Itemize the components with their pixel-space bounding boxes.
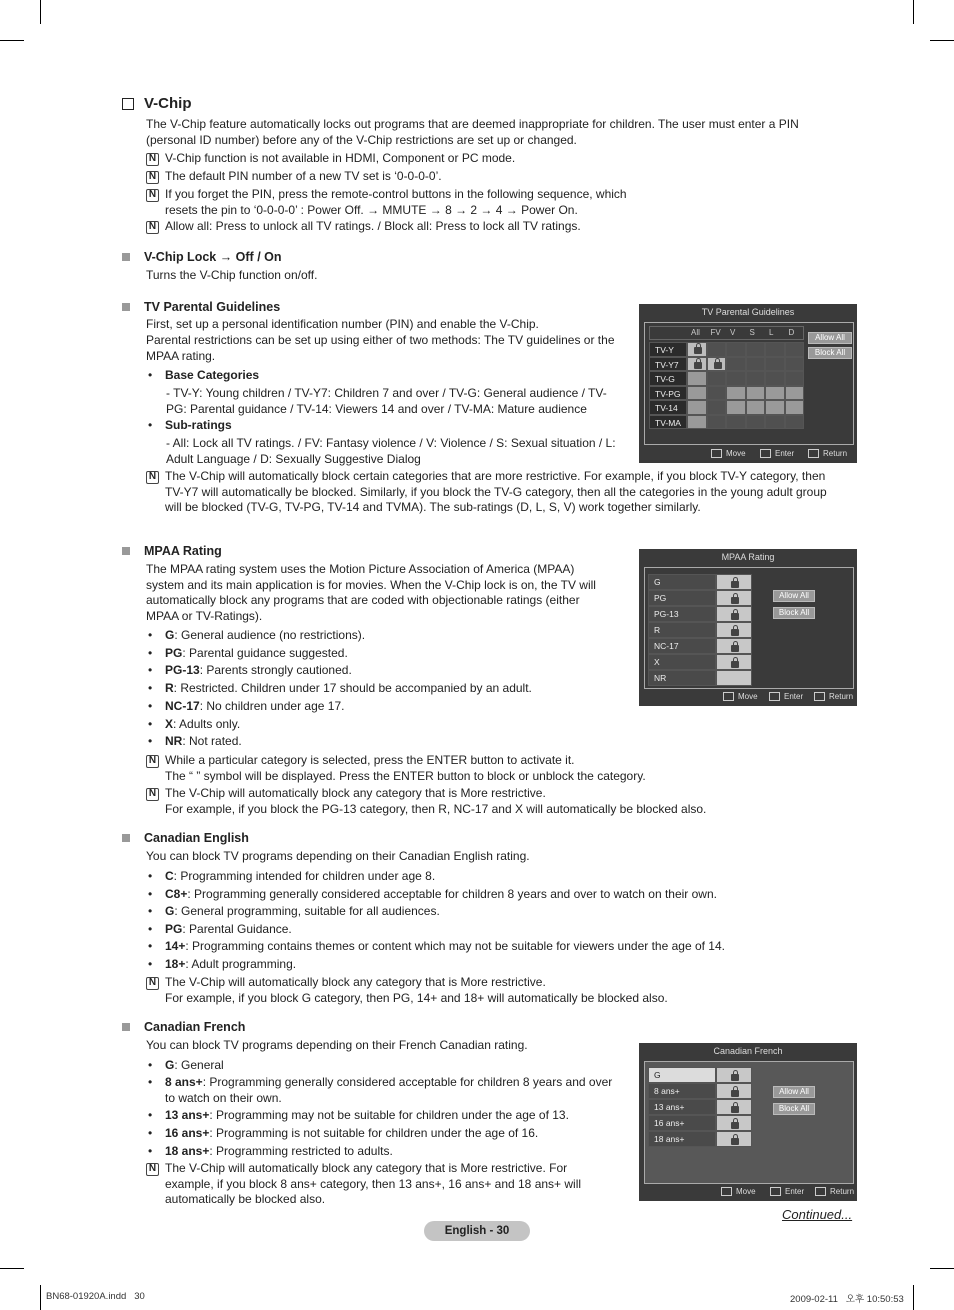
return-icon — [808, 449, 819, 458]
row-label: NR — [654, 673, 667, 683]
rating-cell[interactable] — [726, 357, 746, 372]
column-header: L — [769, 328, 774, 337]
rating-cell[interactable] — [687, 342, 707, 357]
list-item-text: 18 ans+: Programming restricted to adults. — [165, 1144, 393, 1158]
lock-cell[interactable] — [716, 1115, 752, 1131]
list-item-text: PG-13: Parents strongly cautioned. — [165, 663, 352, 678]
bullet-square-icon — [122, 547, 130, 555]
column-header: V — [730, 328, 736, 337]
rating-cell[interactable] — [726, 415, 746, 430]
canadian-french-panel — [639, 1043, 857, 1201]
intro-text: The V-Chip feature automatically locks out programs that are deemed inappropriate for children. The user must enter a PIN (personal ID number) before any of the V-Chip restrictions are set up or changed. — [146, 117, 799, 147]
panel-inner — [644, 1061, 854, 1184]
list-item-text: 16 ans+: Programming is not suitable for children under the age of 16. — [165, 1126, 539, 1140]
canadian-english-heading: Canadian English — [122, 831, 249, 845]
note: N While a particular category is selected, press the ENTER button to activate it. The “ ” symbol will be displayed. Press the ENTER button to block or unblock the category. — [146, 753, 746, 784]
list-item: • PG: Parental Guidance. — [148, 922, 768, 938]
continued-label: Continued... — [782, 1207, 853, 1222]
crop-mark — [913, 0, 914, 24]
list-item-text: PG: Parental guidance suggested. — [165, 645, 348, 660]
enter-hint: Enter — [770, 1187, 804, 1196]
allow-all-button[interactable]: Allow All — [808, 332, 852, 344]
canadian-french-heading: Canadian French — [122, 1020, 245, 1034]
rating-cell[interactable] — [707, 415, 727, 430]
list-item: • NR: Not rated. — [148, 734, 768, 750]
list-item-text: 8 ans+: Programming generally considered acceptable for children 8 years and over to watch on their own. — [165, 1075, 613, 1105]
rating-cell[interactable] — [726, 400, 746, 415]
lock-icon — [731, 581, 739, 588]
row-label: TV-G — [655, 374, 675, 384]
list-item: • PG: Parental guidance suggested. — [148, 646, 768, 662]
tv-guidelines-panel — [639, 304, 857, 463]
note-icon: N — [146, 153, 159, 166]
move-icon — [721, 1187, 732, 1196]
rating-cell[interactable] — [785, 371, 805, 386]
return-icon — [814, 692, 825, 701]
rating-cell[interactable] — [785, 342, 805, 357]
rating-cell[interactable] — [687, 357, 707, 372]
note-icon: N — [146, 977, 159, 990]
list-item: • 8 ans+: Programming generally considered acceptable for children 8 years and over to watch on their own. — [148, 1075, 623, 1106]
rating-cell[interactable] — [785, 357, 805, 372]
column-header: D — [788, 328, 795, 337]
note: N Allow all: Press to unlock all TV ratings. / Block all: Press to lock all TV ratings. — [146, 219, 816, 235]
return-hint: Return — [808, 449, 847, 458]
list-item-text: G: General audience (no restrictions). — [165, 628, 366, 642]
lock-cell[interactable] — [716, 1131, 752, 1147]
row-label: PG-13 — [654, 609, 679, 619]
row-label: NC-17 — [654, 641, 679, 651]
rating-cell[interactable] — [687, 371, 707, 386]
list-item: • 18 ans+: Programming restricted to adults. — [148, 1144, 623, 1160]
mpaa-text: The MPAA rating system uses the Motion Picture Association of America (MPAA) system and its main application is for movies. When the V-Chip lock is on, the TV will automatically block any programs that are coded with objectionable ratings (either MPAA or TV-Ratings). — [146, 562, 596, 623]
panel-inner — [644, 322, 854, 445]
rating-cell[interactable] — [707, 342, 727, 357]
section-title: V-Chip — [122, 95, 192, 112]
list-item-text: C: Programming intended for children under age 8. — [165, 869, 436, 883]
checkbox-icon — [122, 98, 134, 110]
row-label: 16 ans+ — [654, 1118, 685, 1128]
enter-hint: Enter — [760, 449, 794, 458]
rating-cell[interactable] — [707, 357, 727, 372]
note-icon: N — [146, 189, 159, 202]
note-icon: N — [146, 788, 159, 801]
list-item-text: NC-17: No children under age 17. — [165, 698, 345, 713]
rating-cell[interactable] — [746, 357, 766, 372]
row-label: PG — [654, 593, 667, 603]
list-item-text: G: General programming, suitable for all audiences. — [165, 904, 440, 919]
move-icon — [723, 692, 734, 701]
lock-cell[interactable] — [716, 590, 752, 606]
row-label: G — [654, 1070, 661, 1080]
canadian-english-text: You can block TV programs depending on their Canadian English rating. — [146, 849, 530, 863]
row-label: TV-PG — [655, 388, 681, 399]
rating-cell[interactable] — [785, 415, 805, 430]
list-item: • Base Categories — [148, 368, 260, 382]
lock-icon — [731, 1106, 739, 1113]
lock-icon — [731, 629, 739, 636]
enter-icon — [769, 692, 780, 701]
rating-cell[interactable] — [726, 371, 746, 386]
note: N The V-Chip will automatically block any category that is More restrictive. For example, if you block G category, then PG, 14+ and 18+ will automatically be blocked also. — [146, 975, 746, 1006]
rating-cell[interactable] — [785, 386, 805, 401]
print-date: 2009-02-11 오후 10:50:53 — [790, 1294, 904, 1305]
block-all-button[interactable]: Block All — [773, 607, 815, 619]
tvpg-text1: First, set up a personal identification number (PIN) and enable the V-Chip. — [146, 317, 539, 331]
note: N The V-Chip will automatically block any category that is More restrictive. For example, if you block the PG-13 category, then R, NC-17 and X will automatically be blocked also. — [146, 786, 746, 817]
return-icon — [815, 1187, 826, 1196]
list-item: • NC-17: No children under age 17. — [148, 699, 768, 715]
list-item-text: NR: Not rated. — [165, 734, 242, 749]
panel-footer — [639, 445, 857, 463]
list-item: • C: Programming intended for children under age 8. — [148, 869, 768, 885]
lock-cell[interactable] — [716, 1099, 752, 1115]
list-item-text: 18+: Adult programming. — [165, 957, 297, 971]
note-icon: N — [146, 471, 159, 484]
rating-cell[interactable] — [746, 342, 766, 357]
panel-title: TV Parental Guidelines — [701, 307, 795, 317]
note-icon: N — [146, 171, 159, 184]
row-label: TV-Y7 — [655, 359, 679, 370]
column-header: All — [691, 328, 700, 337]
rating-cell[interactable] — [765, 400, 785, 415]
bullet-square-icon — [122, 303, 130, 311]
lock-cell[interactable] — [716, 606, 752, 622]
row-label: X — [654, 657, 660, 667]
rating-cell[interactable] — [707, 371, 727, 386]
list-item: • X: Adults only. — [148, 717, 768, 733]
enter-icon — [760, 449, 771, 458]
rating-cell[interactable] — [726, 386, 746, 401]
rating-cell[interactable] — [707, 400, 727, 415]
move-icon — [711, 449, 722, 458]
rating-cell[interactable] — [765, 357, 785, 372]
crop-mark — [0, 1268, 24, 1269]
allow-all-button[interactable]: Allow All — [773, 1086, 815, 1098]
list-item: • G: General — [148, 1058, 623, 1074]
lock-icon — [731, 613, 739, 620]
mpaa-panel — [639, 549, 857, 706]
rating-cell[interactable] — [746, 400, 766, 415]
lock-icon — [731, 645, 739, 652]
list-item: • G: General audience (no restrictions). — [148, 628, 768, 644]
note: N If you forget the PIN, press the remote-control buttons in the following sequence, which resets the pin to ‘0-0-0-0’ : Power Off. → MMUTE → 8 → 2 → 4 → Power On. — [146, 187, 646, 218]
lock-cell[interactable] — [716, 1067, 752, 1083]
enter-icon — [770, 1187, 781, 1196]
list-item-text: 13 ans+: Programming may not be suitable for children under the age of 13. — [165, 1108, 569, 1122]
lock-cell[interactable] — [716, 1083, 752, 1099]
crop-mark — [913, 1285, 914, 1310]
return-hint: Return — [815, 1187, 854, 1196]
crop-mark — [0, 40, 24, 41]
panel-inner — [644, 567, 854, 689]
sub-ratings-text: - All: Lock all TV ratings. / FV: Fantasy violence / V: Violence / S: Sexual situation / L: Adult Language / D: Sexually Suggestive Dialog — [166, 436, 616, 466]
lock-icon — [731, 661, 739, 668]
list-item: • PG-13: Parents strongly cautioned. — [148, 663, 768, 679]
move-hint: Move — [711, 449, 746, 458]
rating-cell[interactable] — [785, 400, 805, 415]
row-label: TV-Y — [655, 345, 674, 355]
page-number: English - 30 — [424, 1221, 530, 1241]
row-label: R — [654, 625, 661, 635]
row-label: TV-MA — [655, 417, 681, 428]
block-all-button[interactable]: Block All — [773, 1103, 815, 1115]
tvpg-text2: Parental restrictions can be set up using either of two methods: The TV guidelines or the MPAA rating. — [146, 333, 615, 363]
column-header: FV — [710, 328, 721, 337]
list-item: • 16 ans+: Programming is not suitable for children under the age of 16. — [148, 1126, 623, 1142]
bullet-square-icon — [122, 253, 130, 261]
lock-icon — [731, 1090, 739, 1097]
crop-mark — [40, 1285, 41, 1310]
list-item-text: 14+: Programming contains themes or content which may not be suitable for viewers under the age of 14. — [165, 939, 725, 954]
enter-hint: Enter — [769, 692, 803, 701]
bullet-square-icon — [122, 834, 130, 842]
row-label: 8 ans+ — [654, 1086, 680, 1096]
move-hint: Move — [723, 692, 758, 701]
lock-icon — [731, 1122, 739, 1129]
note-icon: N — [146, 755, 159, 768]
mpaa-heading: MPAA Rating — [122, 544, 222, 558]
tvpg-heading: TV Parental Guidelines — [122, 300, 280, 314]
rating-cell[interactable] — [746, 386, 766, 401]
rating-cell[interactable] — [746, 371, 766, 386]
panel-title: MPAA Rating — [721, 552, 775, 562]
note: N V-Chip function is not available in HDMI, Component or PC mode. — [146, 151, 816, 167]
row-label: TV-14 — [655, 403, 678, 413]
column-header: S — [749, 328, 755, 337]
canadian-french-text: You can block TV programs depending on their French Canadian rating. — [146, 1038, 528, 1052]
lock-cell[interactable] — [716, 574, 752, 590]
list-item: • 18+: Adult programming. — [148, 957, 768, 973]
lock-icon — [731, 597, 739, 604]
list-item-text: C8+: Programming generally considered acceptable for children 8 years and over to watch on their own. — [165, 886, 717, 901]
list-item: • G: General programming, suitable for all audiences. — [148, 904, 768, 920]
note: N The default PIN number of a new TV set is ‘0-0-0-0’. — [146, 169, 816, 185]
list-item-text: G: General — [165, 1058, 224, 1072]
print-filename: BN68-01920A.indd 30 — [46, 1291, 145, 1302]
rating-cell[interactable] — [726, 342, 746, 357]
rating-cell[interactable] — [707, 386, 727, 401]
lock-cell[interactable] — [716, 622, 752, 638]
list-item: • C8+: Programming generally considered acceptable for children 8 years and over to watch on their own. — [148, 887, 768, 903]
row-label: G — [654, 577, 661, 587]
rating-cell[interactable] — [687, 400, 707, 415]
list-item-text: R: Restricted. Children under 17 should be accompanied by an adult. — [165, 681, 532, 696]
crop-mark — [930, 1268, 954, 1269]
lock-cell[interactable] — [716, 670, 752, 686]
note-icon: N — [146, 1163, 159, 1176]
panel-footer — [639, 688, 857, 706]
note-icon: N — [146, 221, 159, 234]
crop-mark — [40, 0, 41, 24]
rating-cell[interactable] — [765, 415, 785, 430]
list-item: • 13 ans+: Programming may not be suitable for children under the age of 13. — [148, 1108, 623, 1124]
allow-all-button[interactable]: Allow All — [773, 590, 815, 602]
lock-icon — [731, 1074, 739, 1081]
rating-cell[interactable] — [765, 371, 785, 386]
list-item: • 14+: Programming contains themes or content which may not be suitable for viewers under the age of 14. — [148, 939, 768, 955]
row-label: 13 ans+ — [654, 1102, 685, 1112]
lock-icon — [694, 362, 702, 369]
lock-icon — [714, 362, 722, 369]
vchip-lock-text: Turns the V-Chip function on/off. — [146, 268, 318, 282]
lock-icon — [694, 347, 702, 354]
lock-icon — [731, 1138, 739, 1145]
block-all-button[interactable]: Block All — [808, 347, 852, 359]
note: N The V-Chip will automatically block any category that is More restrictive. For example, if you block 8 ans+ category, then 13 ans+, 16 ans+ and 18 ans+ will automatically be blocked also. — [146, 1161, 616, 1208]
grid-header — [649, 326, 804, 340]
rating-cell[interactable] — [687, 415, 707, 430]
lock-cell[interactable] — [716, 654, 752, 670]
list-item: • R: Restricted. Children under 17 should be accompanied by an adult. — [148, 681, 768, 697]
base-categories-text: - TV-Y: Young children / TV-Y7: Children 7 and over / TV-G: General audience / TV-PG: Parental guidance / TV-14: Viewers 14 and over / TV-MA: Mature audience — [166, 386, 607, 416]
panel-footer — [639, 1183, 857, 1201]
list-item-text: X: Adults only. — [165, 716, 241, 731]
move-hint: Move — [721, 1187, 756, 1196]
bullet-square-icon — [122, 1023, 130, 1031]
note: N The V-Chip will automatically block certain categories that are more restrictive. For example, if you block TV-Y category, then TV-Y7 will automatically be blocked. Similarly, if you block the TV-G category, then all the categories in the young adult group will be blocked (TV-G, TV-PG, TV-14 and TVMA). The sub-ratings (D, L, S, V) work together similarly. — [146, 469, 841, 516]
list-item: • Sub-ratings — [148, 418, 232, 432]
list-item-text: PG: Parental Guidance. — [165, 921, 292, 936]
vchip-lock-heading: V-Chip Lock → Off / On — [122, 250, 282, 264]
rating-cell[interactable] — [765, 342, 785, 357]
rating-cell[interactable] — [765, 386, 785, 401]
return-hint: Return — [814, 692, 853, 701]
row-label: 18 ans+ — [654, 1134, 685, 1144]
panel-title: Canadian French — [713, 1046, 783, 1056]
lock-cell[interactable] — [716, 638, 752, 654]
crop-mark — [930, 40, 954, 41]
rating-cell[interactable] — [687, 386, 707, 401]
rating-cell[interactable] — [746, 415, 766, 430]
